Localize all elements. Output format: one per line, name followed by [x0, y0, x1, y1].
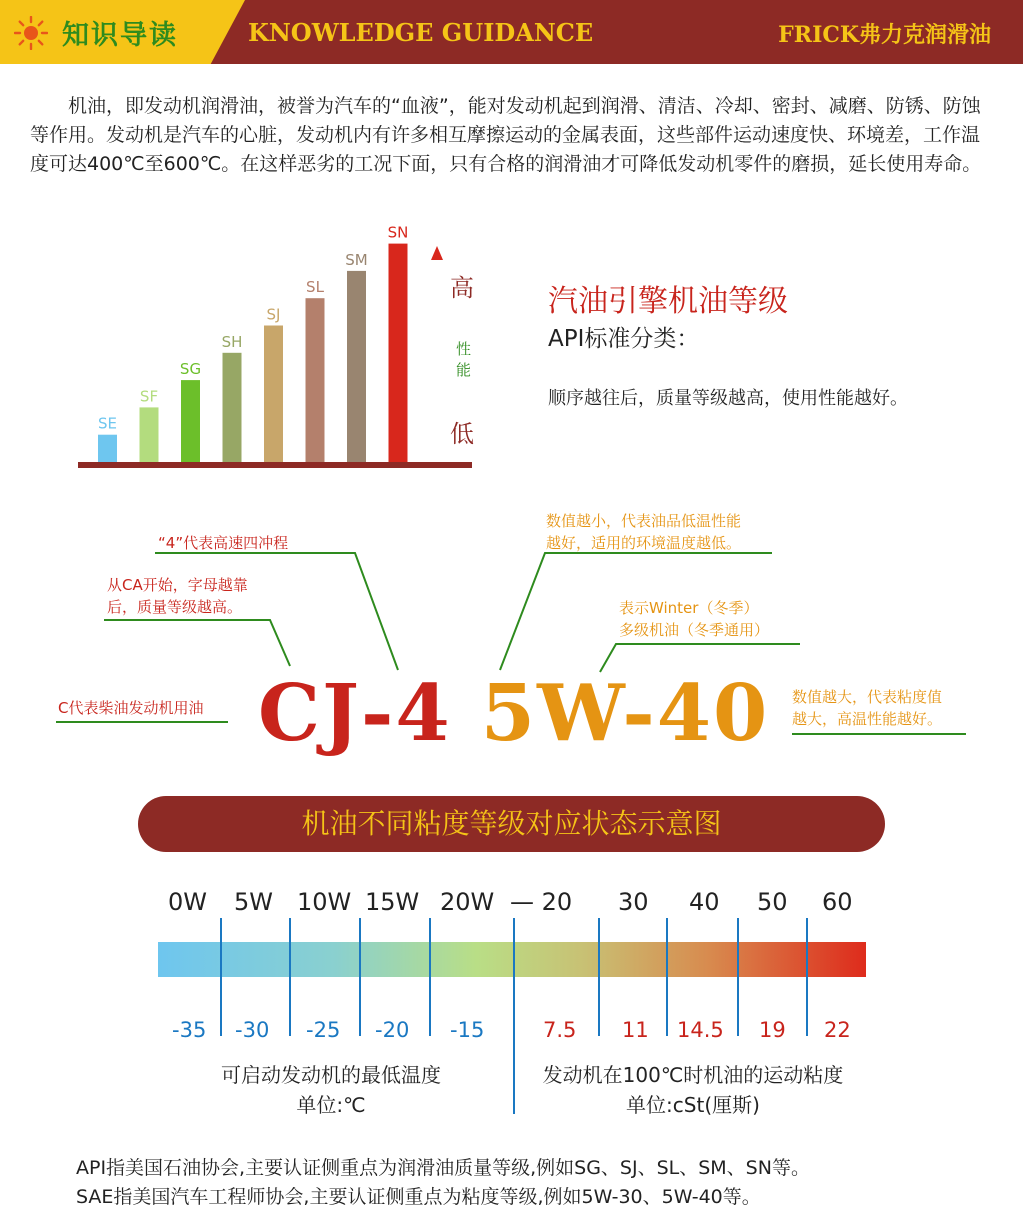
- annotation-small-2: 越好，适用的环境温度越低。: [546, 534, 742, 552]
- header-title-en: KNOWLEDGE GUIDANCE: [248, 18, 594, 47]
- api-title: 汽油引擎机油等级: [548, 284, 788, 319]
- bar-label-sm: SM: [345, 250, 368, 269]
- viscosity-gradient-bar: [158, 942, 866, 977]
- header-title-zh: 知识导读: [62, 20, 178, 51]
- bar-label-sf: SF: [139, 387, 159, 406]
- hot-visc-label: 19: [759, 1018, 786, 1042]
- grade-label: — 20: [510, 888, 573, 916]
- grade-label: 60: [822, 888, 853, 916]
- bar-sj: [264, 326, 283, 463]
- axis-low-label: 低: [450, 420, 474, 448]
- arrow-head-icon: [431, 246, 443, 260]
- footer-sae-note: SAE指美国汽车工程师协会,主要认证侧重点为粘度等级,例如5W-30、5W-40等。: [76, 1186, 761, 1208]
- bar-sh: [223, 353, 242, 462]
- bar-sn: [389, 244, 408, 462]
- bar-label-sh: SH: [221, 332, 243, 351]
- grade-label: 40: [689, 888, 720, 916]
- hot-visc-label: 7.5: [543, 1018, 577, 1042]
- annotation-four: “4”代表高速四冲程: [158, 534, 289, 552]
- hot-caption: [514, 1060, 872, 1120]
- hot-caption-line1: 发动机在100℃时机油的运动粘度: [542, 1063, 844, 1087]
- intro-paragraph: 机油，即发动机润滑油，被誉为汽车的“血液”，能对发动机起到润滑、清洁、冷却、密封、减磨、防锈、防蚀等作用。发动机是汽车的心脏，发动机内有许多相互摩擦运动的金属表面，这些部件运动速度快、环境差，工作温度可达400℃至600℃。在这样恶劣的工况下面，只有合格的润滑油才可降低发动机零件的磨损，延长使用寿命。: [30, 95, 982, 175]
- grade-label: 10W: [297, 888, 352, 916]
- cold-temp-label: -15: [450, 1018, 485, 1042]
- bar-sf: [140, 407, 159, 462]
- cold-caption-line2: 单位:℃: [296, 1093, 366, 1117]
- annotation-big-2: 越大，高温性能越好。: [792, 710, 943, 728]
- hot-caption-line2: 单位:cSt(厘斯): [626, 1093, 760, 1117]
- scale-tick: [737, 918, 739, 1036]
- axis-perf-label-2: 能: [456, 361, 472, 379]
- cold-caption-line1: 可启动发动机的最低温度: [221, 1063, 441, 1087]
- hot-visc-label: 22: [824, 1018, 851, 1042]
- oil-code: [258, 668, 769, 759]
- grade-label: 15W: [365, 888, 420, 916]
- footer-notes: [76, 1154, 810, 1212]
- annotation-c-meaning: C代表柴油发动机用油: [58, 699, 204, 717]
- scale-tick: [598, 918, 600, 1036]
- api-subtitle: API标准分类：: [548, 326, 700, 352]
- bar-label-sj: SJ: [266, 305, 281, 324]
- bar-label-sn: SN: [387, 223, 409, 242]
- chart-baseline: [78, 462, 472, 468]
- scale-tick: [220, 918, 222, 1036]
- cold-temp-label: -30: [235, 1018, 270, 1042]
- sun-icon: [14, 16, 48, 50]
- bar-label-sl: SL: [306, 278, 324, 297]
- scale-tick: [289, 918, 291, 1036]
- annotation-winter-1: 表示Winter（冬季）: [619, 599, 759, 617]
- cold-caption: [158, 1060, 504, 1120]
- bar-sl: [306, 298, 325, 462]
- axis-perf-label-1: 性: [456, 340, 472, 358]
- scale-tick: [806, 918, 808, 1036]
- grade-label: 0W: [168, 888, 207, 916]
- bar-sg: [181, 380, 200, 462]
- api-grade-chart: [60, 222, 490, 472]
- hot-visc-label: 14.5: [677, 1018, 724, 1042]
- api-description: 顺序越往后，质量等级越高，使用性能越好。: [548, 388, 908, 409]
- scale-tick: [359, 918, 361, 1036]
- annotation-small-1: 数值越小，代表油品低温性能: [546, 512, 742, 530]
- annotation-big-1: 数值越大，代表粘度值: [792, 688, 943, 706]
- annotation-winter-2: 多级机油（冬季通用）: [619, 621, 770, 639]
- grade-label: 50: [757, 888, 788, 916]
- oil-code-viscosity: 5W-40: [480, 668, 770, 759]
- cold-temp-label: -25: [306, 1018, 341, 1042]
- viscosity-banner: 机油不同粘度等级对应状态示意图: [138, 796, 885, 852]
- scale-tick: [666, 918, 668, 1036]
- grade-label: 5W: [234, 888, 273, 916]
- bar-label-se: SE: [98, 414, 117, 433]
- bar-label-sg: SG: [179, 360, 202, 379]
- oil-code-cj: CJ-4: [258, 668, 452, 759]
- header-brand: FRICK弗力克润滑油: [778, 22, 991, 48]
- cold-temp-label: -20: [375, 1018, 410, 1042]
- bar-sm: [347, 271, 366, 462]
- hot-visc-label: 11: [622, 1018, 649, 1042]
- scale-tick: [429, 918, 431, 1036]
- axis-high-label: 高: [450, 274, 474, 302]
- bar-se: [98, 435, 117, 462]
- annotation-letter-2: 后，质量等级越高。: [107, 598, 243, 616]
- footer-api-note: API指美国石油协会,主要认证侧重点为润滑油质量等级,例如SG、SJ、SL、SM、SN等。: [76, 1157, 810, 1179]
- cold-temp-label: -35: [172, 1018, 207, 1042]
- grade-label: 20W: [440, 888, 495, 916]
- annotation-letter-1: 从CA开始，字母越靠: [107, 576, 248, 594]
- grade-label: 30: [618, 888, 649, 916]
